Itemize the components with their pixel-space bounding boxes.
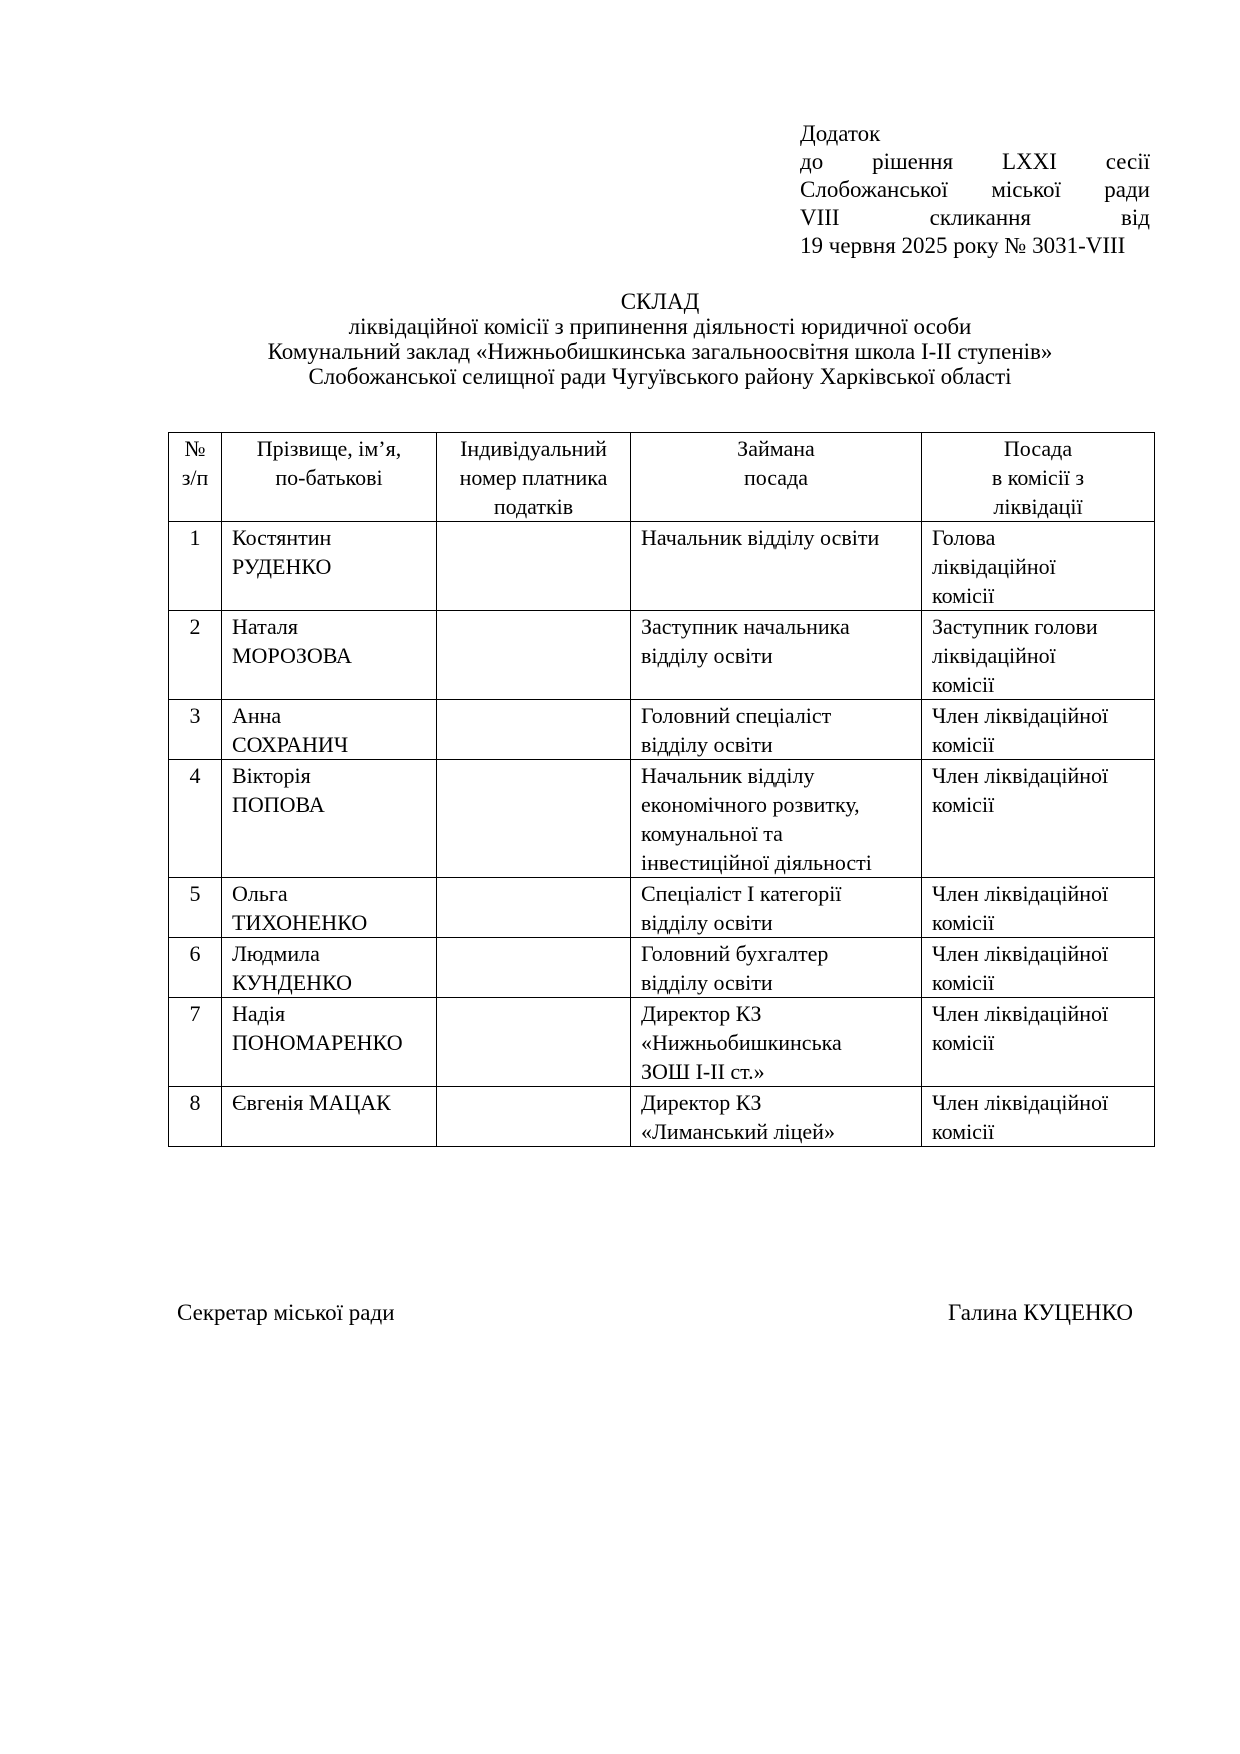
table-row	[169, 760, 1155, 878]
cell-tax-number	[437, 878, 631, 938]
cell-number: 7	[169, 998, 222, 1087]
addendum-line-4	[800, 204, 1150, 232]
cell-name: Людмила КУНДЕНКО	[222, 938, 437, 998]
header-number: № з/п	[169, 433, 222, 522]
cell-tax-number	[437, 611, 631, 700]
title-line-1: ліквідаційної комісії з припинення діяльності юридичної особи	[348, 314, 972, 339]
cell-tax-number	[437, 998, 631, 1087]
cell-name: Вікторія ПОПОВА	[222, 760, 437, 878]
table-row	[169, 611, 1155, 700]
header-name: Прізвище, ім’я, по-батькові	[222, 433, 437, 522]
addendum-word: ради	[1104, 177, 1150, 202]
addendum-line-1: Додаток	[800, 121, 881, 146]
addendum-line-5: 19 червня 2025 року № 3031-VIII	[800, 233, 1126, 258]
title-line-2: Комунальний заклад «Нижньобишкинська загальноосвітня школа І-ІІ ступенів»	[267, 339, 1053, 364]
cell-name: Костянтин РУДЕНКО	[222, 522, 437, 611]
footer-signatory-title: Секретар міської ради	[177, 1300, 395, 1325]
cell-commission-role: Член ліквідаційної комісії	[922, 938, 1155, 998]
cell-number: 4	[169, 760, 222, 878]
addendum-block	[800, 120, 1150, 260]
addendum-word: до	[800, 149, 824, 174]
commission-table	[168, 432, 1155, 1147]
addendum-word: рішення	[872, 149, 954, 174]
addendum-line-3	[800, 176, 1150, 204]
cell-position: Начальник відділу освіти	[631, 522, 922, 611]
cell-commission-role: Член ліквідаційної комісії	[922, 1087, 1155, 1147]
cell-name: Анна СОХРАНИЧ	[222, 700, 437, 760]
addendum-word: сесії	[1105, 149, 1150, 174]
cell-position: Начальник відділу економічного розвитку, комунальної та інвестиційної діяльності	[631, 760, 922, 878]
cell-number: 6	[169, 938, 222, 998]
footer-signatory-name: Галина КУЦЕНКО	[948, 1300, 1133, 1325]
cell-position: Директор КЗ «Нижньобишкинська ЗОШ І-ІІ ст.»	[631, 998, 922, 1087]
cell-commission-role: Заступник голови ліквідаційної комісії	[922, 611, 1155, 700]
table-row	[169, 1087, 1155, 1147]
table-header-row	[169, 433, 1155, 522]
cell-position: Головний бухгалтер відділу освіти	[631, 938, 922, 998]
cell-commission-role: Член ліквідаційної комісії	[922, 878, 1155, 938]
document-title	[0, 289, 1240, 389]
cell-commission-role: Голова ліквідаційної комісії	[922, 522, 1155, 611]
cell-name: Наталя МОРОЗОВА	[222, 611, 437, 700]
title-line-3: Слобожанської селищної ради Чугуївського району Харківської області	[308, 364, 1012, 389]
header-tax-number: Індивідуальний номер платника податків	[437, 433, 631, 522]
cell-commission-role: Член ліквідаційної комісії	[922, 700, 1155, 760]
table-row	[169, 522, 1155, 611]
cell-position: Заступник начальника відділу освіти	[631, 611, 922, 700]
addendum-word: VIII	[800, 205, 840, 230]
cell-position: Директор КЗ «Лиманський ліцей»	[631, 1087, 922, 1147]
cell-tax-number	[437, 938, 631, 998]
cell-position: Спеціаліст І категорії відділу освіти	[631, 878, 922, 938]
cell-commission-role: Член ліквідаційної комісії	[922, 998, 1155, 1087]
header-position: Займана посада	[631, 433, 922, 522]
cell-number: 8	[169, 1087, 222, 1147]
cell-name: Євгенія МАЦАК	[222, 1087, 437, 1147]
cell-number: 1	[169, 522, 222, 611]
cell-position: Головний спеціаліст відділу освіти	[631, 700, 922, 760]
addendum-word: LXXI	[1001, 149, 1057, 174]
header-commission-role: Посада в комісії з ліквідації	[922, 433, 1155, 522]
addendum-word: Слобожанської	[800, 177, 948, 202]
table-body	[169, 522, 1155, 1147]
cell-name: Ольга ТИХОНЕНКО	[222, 878, 437, 938]
addendum-word: скликання	[929, 205, 1032, 230]
cell-commission-role: Член ліквідаційної комісії	[922, 760, 1155, 878]
table-row	[169, 998, 1155, 1087]
cell-number: 3	[169, 700, 222, 760]
addendum-line-2	[800, 148, 1150, 176]
cell-number: 5	[169, 878, 222, 938]
table-row	[169, 878, 1155, 938]
cell-tax-number	[437, 700, 631, 760]
cell-tax-number	[437, 522, 631, 611]
table-row	[169, 700, 1155, 760]
cell-tax-number	[437, 1087, 631, 1147]
table-row	[169, 938, 1155, 998]
cell-name: Надія ПОНОМАРЕНКО	[222, 998, 437, 1087]
cell-number: 2	[169, 611, 222, 700]
addendum-word: міської	[991, 177, 1061, 202]
addendum-word: від	[1121, 205, 1150, 230]
title-heading: СКЛАД	[620, 289, 700, 314]
cell-tax-number	[437, 760, 631, 878]
